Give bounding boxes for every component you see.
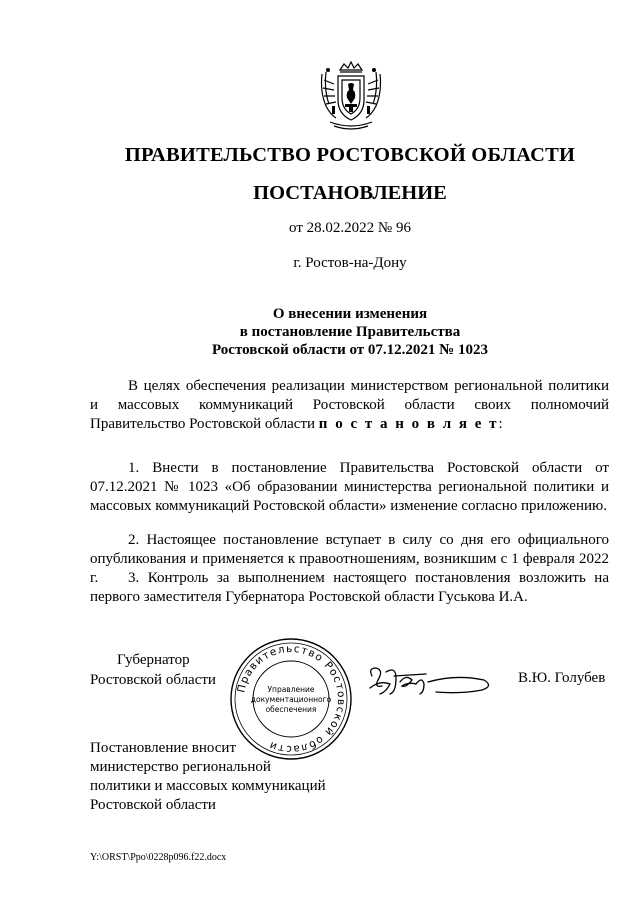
submitter-block bbox=[90, 739, 326, 815]
stamp-inner-line: обеспечения bbox=[265, 705, 317, 714]
submitter-line: Постановление вносит bbox=[90, 740, 237, 756]
signatory-role-line: Губернатор bbox=[117, 652, 190, 668]
signatory-role-line: Ростовской области bbox=[90, 672, 216, 688]
preamble-text: В целях обеспечения реализации министерством региональной политики и массовых коммуникаций Ростовской области своих полномочий Правительство Ростовской области bbox=[90, 378, 609, 432]
document-type: ПОСТАНОВЛЕНИЕ bbox=[253, 182, 447, 204]
subject-line: Ростовской области от 07.12.2021 № 1023 bbox=[212, 342, 488, 358]
resolution-item: 2. Настоящее постановление вступает в силу со дня его официального опубликования и применяется к правоотношениям, возникшим с 1 февраля 2022 г. bbox=[90, 532, 609, 586]
file-path: Y:\ORST\Ppo\0228p096.f22.docx bbox=[90, 852, 227, 863]
handwritten-signature-icon bbox=[366, 662, 496, 700]
document-subject bbox=[0, 305, 640, 359]
resolution-item: 1. Внести в постановление Правительства Ростовской области от 07.12.2021 № 1023 «Об образовании министерства региональной политики и массовых коммуникаций Ростовской области» изменение согласно приложению. bbox=[90, 460, 609, 514]
stamp-inner-line: Управление bbox=[267, 685, 315, 694]
submitter-line: Ростовской области bbox=[90, 797, 216, 813]
coat-of-arms-icon bbox=[318, 60, 384, 132]
document-date-number: от 28.02.2022 № 96 bbox=[289, 220, 411, 236]
stamp-outer-text: Правительство Ростовской области bbox=[235, 642, 348, 756]
signatory-name: В.Ю. Голубев bbox=[518, 670, 606, 686]
signatory-role bbox=[90, 650, 216, 690]
subject-line: в постановление Правительства bbox=[239, 324, 461, 340]
submitter-line: политики и массовых коммуникаций bbox=[90, 778, 326, 794]
submitter-line: министерство региональной bbox=[90, 759, 271, 775]
document-city: г. Ростов-на-Дону bbox=[293, 255, 407, 271]
resolution-item: 3. Контроль за выполнением настоящего постановления возложить на первого заместителя Губернатора Ростовской области Гуськова И.А. bbox=[90, 570, 609, 605]
preamble-paragraph bbox=[90, 377, 609, 434]
preamble-colon: : bbox=[498, 416, 503, 432]
decree-word: п о с т а н о в л я е т bbox=[318, 416, 499, 432]
subject-line: О внесении изменения bbox=[272, 306, 428, 322]
stamp-inner-line: документационного bbox=[250, 695, 332, 704]
government-title: ПРАВИТЕЛЬСТВО РОСТОВСКОЙ ОБЛАСТИ bbox=[124, 144, 576, 166]
preamble bbox=[90, 377, 609, 434]
